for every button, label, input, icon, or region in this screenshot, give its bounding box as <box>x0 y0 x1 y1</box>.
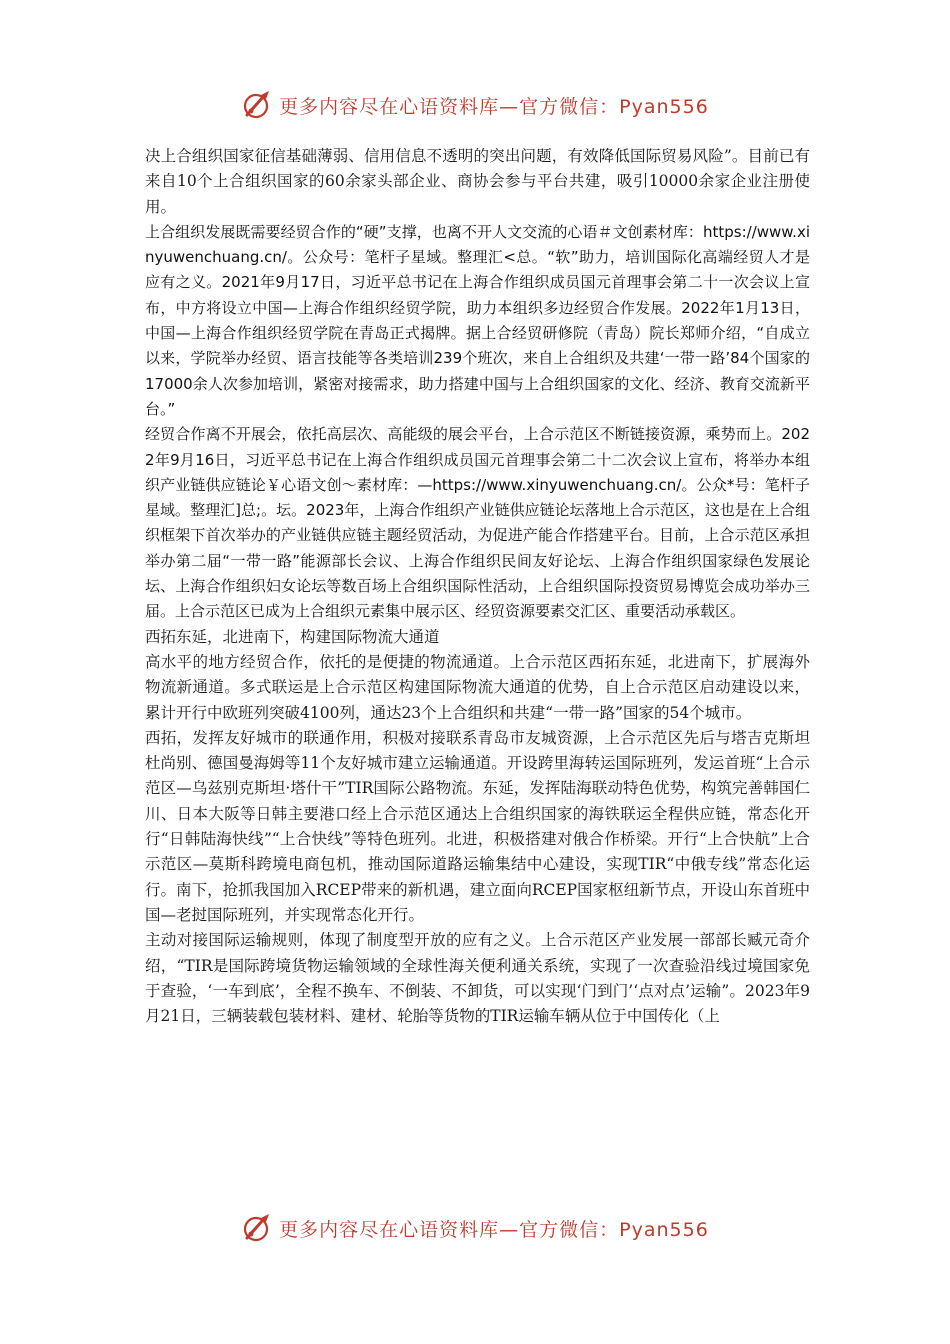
paragraph-credit: 决上合组织国家征信基础薄弱、信用信息不透明的突出问题，有效降低国际贸易风险”。目前已有来自10个上合组织国家的60余家头部企业、商协会参与平台共建，吸引10000余家企业注册使用。 <box>145 147 810 216</box>
paragraph-routes: 西拓，发挥友好城市的联通作用，积极对接联系青岛市友城资源，上合示范区先后与塔吉克斯坦杜尚别、德国曼海姆等11个友好城市建立运输通道。开设跨里海转运国际班列，发运首班“上合示范区—乌兹别克斯坦·塔什干”TIR国际公路物流。东延，发挥陆海联动特色优势，构筑完善韩国仁川、日本大阪等日韩主要港口经上合示范区通达上合组织国家的海铁联运全程供应链，常态化开行“日韩陆海快线”“上合快线”等特色班列。北进，积极搭建对俄合作桥梁。开行“上合快航”上合示范区—莫斯科跨境电商包机，推动国际道路运输集结中心建设，实现TIR“中俄专线”常态化运行。南下，抢抓我国加入RCEP带来的新机遇，建立面向RCEP国家枢纽新节点，开设山东首班中国—老挝国际班列，并实现常态化开行。 <box>145 728 810 924</box>
paragraph-logistics: 高水平的地方经贸合作，依托的是便捷的物流通道。上合示范区西拓东延，北进南下，扩展海外物流新通道。多式联运是上合示范区构建国际物流大通道的优势，自上合示范区启动建设以来，累计开行中欧班列突破4100列，通达23个上合组织和共建“一带一路”国家的54个城市。 <box>145 652 810 722</box>
paragraph-talent: 上合组织发展既需要经贸合作的“硬”支撑，也离不开人文交流的心语＃文创素材库：https://www.xinyuwenchuang.cn/。公众号：笔杆子星域。整理汇<总。“软”助力，培训国际化高端经贸人才是应有之义。2021年9月17日，习近平总书记在上海合作组织成员国元首理事会第二十一次会议上宣布，中方将设立中国—上海合作组织经贸学院，助力本组织多边经贸合作发展。2022年1月13日，中国—上海合作组织经贸学院在青岛正式揭牌。据上合经贸研修院（青岛）院长郑师介绍，“自成立以来，学院举办经贸、语言技能等各类培训239个班次，来自上合组织及共建‘一带一路’84个国家的17000余人次参加培训，紧密对接需求，助力搭建中国与上合组织国家的文化、经济、教育交流新平台。” <box>145 222 810 418</box>
paragraph-tir: 主动对接国际运输规则，体现了制度型开放的应有之义。上合示范区产业发展一部部长臧元奇介绍，“TIR是国际跨境货物运输领域的全球性海关便利通关系统，实现了一次查验沿线过境国家免于查验，‘一车到底’，全程不换车、不倒装、不卸货，可以实现‘门到门’‘点对点’运输”。2023年9月21日，三辆装载包装材料、建材、轮胎等货物的TIR运输车辆从位于中国传化（上 <box>145 931 810 1026</box>
brush-logo-icon <box>241 89 273 121</box>
document-body <box>145 144 810 1029</box>
brush-logo-icon <box>241 1212 273 1244</box>
banner-text: 更多内容尽在心语资料库—官方微信：Pyan556 <box>279 95 709 118</box>
banner-text: 更多内容尽在心语资料库—官方微信：Pyan556 <box>279 1218 709 1241</box>
paragraph-expo: 经贸合作离不开展会，依托高层次、高能级的展会平台，上合示范区不断链接资源，乘势而上。2022年9月16日，习近平总书记在上海合作组织成员国元首理事会第二十二次会议上宣布，将举办本组织产业链供应链论￥心语文创～素材库：—https://www.xinyuwenchuang.cn/。公众*号：笔杆子星域。整理汇]总;。坛。2023年，上海合作组织产业链供应链论坛落地上合示范区，这也是在上合组织框架下首次举办的产业链供应链主题经贸活动，为促进产能合作搭建平台。目前，上合示范区承担举办第二届“一带一路”能源部长会议、上海合作组织民间友好论坛、上海合作组织国家绿色发展论坛、上海合作组织妇女论坛等数百场上合组织国际性活动，上合组织国际投资贸易博览会成功举办三届。上合示范区已成为上合组织元素集中展示区、经贸资源要素交汇区、重要活动承载区。 <box>145 425 810 621</box>
footer-banner <box>0 1208 950 1248</box>
section-heading: 西拓东延，北进南下，构建国际物流大通道 <box>145 627 440 646</box>
header-banner <box>0 85 950 125</box>
